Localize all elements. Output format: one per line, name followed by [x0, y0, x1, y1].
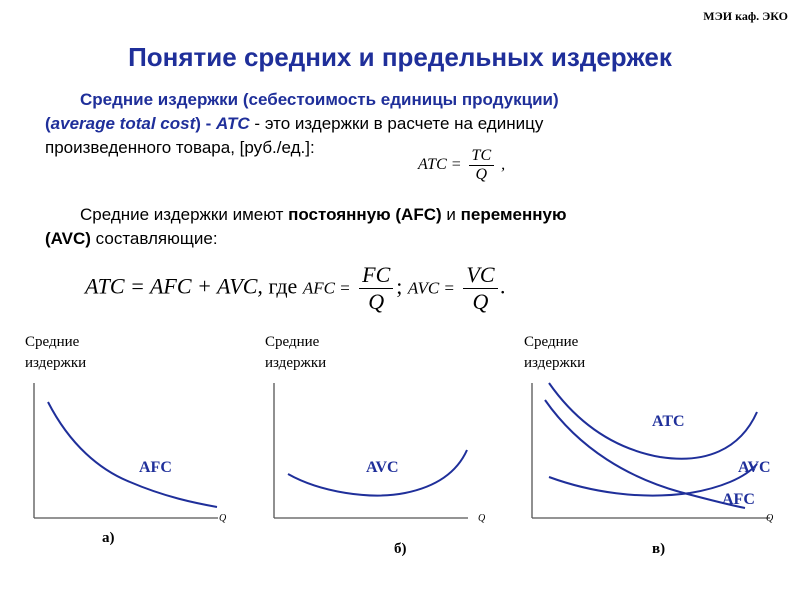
graph-c-ylabel: Средние издержки	[524, 334, 586, 371]
graph-a-caption: а)	[102, 530, 115, 546]
atc-formula: ATC = $\frac{TC}{Q}$ ,	[418, 147, 506, 183]
graph-a-ylabel: Средние издержки	[25, 334, 87, 371]
graph-a-axes	[34, 383, 218, 518]
graph-a-afc-curve	[48, 402, 217, 507]
graph-b-x-label: Q	[478, 513, 486, 524]
corner-label: МЭИ каф. ЭКО	[703, 9, 788, 23]
definition-line-2: (average total cost) - ATC - это издержки в расчете на единицу	[45, 114, 544, 133]
graph-b-ylabel: Средние издержки	[265, 334, 327, 371]
decomposition-formula: ATC = AFC + AVC, где AFC = $\frac{FC}{Q}$ ; AVC = $\frac{VC}{Q}$ .	[85, 262, 507, 314]
graph-b-curve-label: AVC	[366, 459, 399, 476]
definition-line-3: произведенного товара, [руб./ед.]:	[45, 138, 315, 157]
graph-b-axes	[274, 383, 468, 518]
graph-c-avc-label: AVC	[738, 459, 771, 476]
graph-c-afc-label: AFC	[722, 491, 755, 508]
variable-component: переменную	[460, 205, 567, 224]
english-term: average total cost	[50, 114, 196, 133]
graph-b-caption: б)	[394, 541, 407, 557]
components-paragraph: Средние издержки имеют постоянную (AFC) и переменную (AVC) составляющие:	[45, 205, 567, 248]
graph-c-x-label: Q	[766, 513, 774, 524]
page-title: Понятие средних и предельных издержек	[128, 42, 672, 72]
definition-term: Средние издержки (себестоимость единицы продукции)	[80, 90, 559, 109]
graph-a-curve-label: AFC	[139, 459, 172, 476]
graph-c-atc-label: ATC	[652, 413, 685, 430]
atc-abbr: ATC	[216, 114, 250, 133]
fixed-component: постоянную (AFC)	[288, 205, 442, 224]
graph-c-caption: в)	[652, 541, 666, 557]
graph-a-x-label: Q	[219, 513, 227, 524]
